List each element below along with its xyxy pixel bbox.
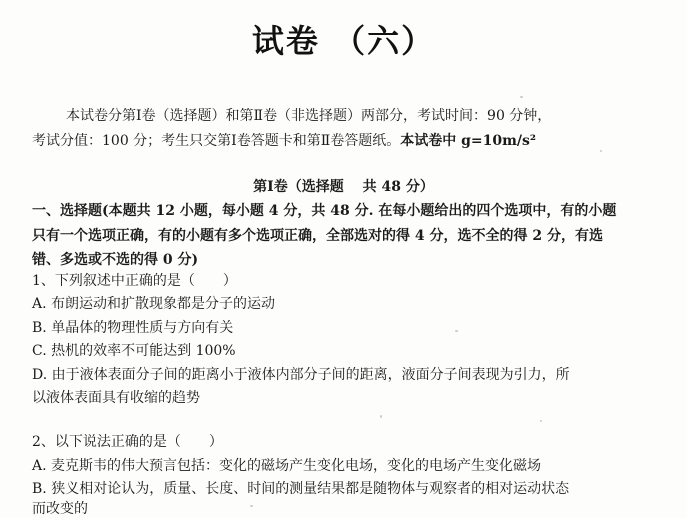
question-2-stem: 2、以下说法正确的是（ ）	[32, 434, 223, 450]
question-2-option-a: A. 麦克斯韦的伟大预言包括：变化的磁场产生变化电场，变化的电场产生变化磁场	[32, 458, 542, 474]
instruction-line-1: 一、选择题(本题共 12 小题，每小题 4 分，共 48 分. 在每小题给出的四个选项中，有的小题	[32, 203, 617, 219]
intro-line-2	[32, 132, 536, 150]
question-1-stem: 1、下列叙述中正确的是（ ）	[32, 273, 237, 289]
scan-speck	[600, 150, 602, 152]
question-2-option-b: B. 狭义相对论认为，质量、长度、时间的测量结果都是随物体与观察者的相对运动状态	[32, 481, 570, 497]
intro-line-1: 本试卷分第Ⅰ卷（选择题）和第Ⅱ卷（非选择题）两部分，考试时间：90 分钟，	[66, 108, 552, 124]
intro-gravity-note: 本试卷中 g=10m/s²	[400, 133, 537, 149]
intro-line-2-text: 考试分值：100 分；考生只交第Ⅰ卷答题卡和第Ⅱ卷答题纸。	[32, 133, 401, 149]
scan-speck	[250, 505, 253, 507]
scan-speck	[380, 415, 382, 418]
section-heading: 第Ⅰ卷（选择题 共 48 分）	[253, 179, 434, 195]
scan-speck	[540, 420, 542, 422]
exam-title: 试卷 （六）	[251, 22, 436, 60]
question-1-option-d: D. 由于液体表面分子间的距离小于液体内部分子间的距离，液面分子间表现为引力，所	[32, 367, 570, 383]
question-2-option-b-continued: 而改变的	[32, 501, 88, 517]
question-1-option-b: B. 单晶体的物理性质与方向有关	[32, 320, 234, 336]
instruction-line-2: 只有一个选项正确，有的小题有多个选项正确，全部选对的得 4 分，选不全的得 2 分，有选	[32, 228, 603, 244]
question-1-option-a: A. 布朗运动和扩散现象都是分子的运动	[32, 296, 276, 312]
question-1-option-c: C. 热机的效率不可能达到 100%	[32, 343, 236, 359]
question-1-option-d-continued: 以液体表面具有收缩的趋势	[32, 390, 200, 406]
scan-speck	[455, 330, 458, 332]
scan-speck	[520, 96, 523, 98]
instruction-line-3: 错、多选或不选的得 0 分)	[32, 252, 199, 268]
